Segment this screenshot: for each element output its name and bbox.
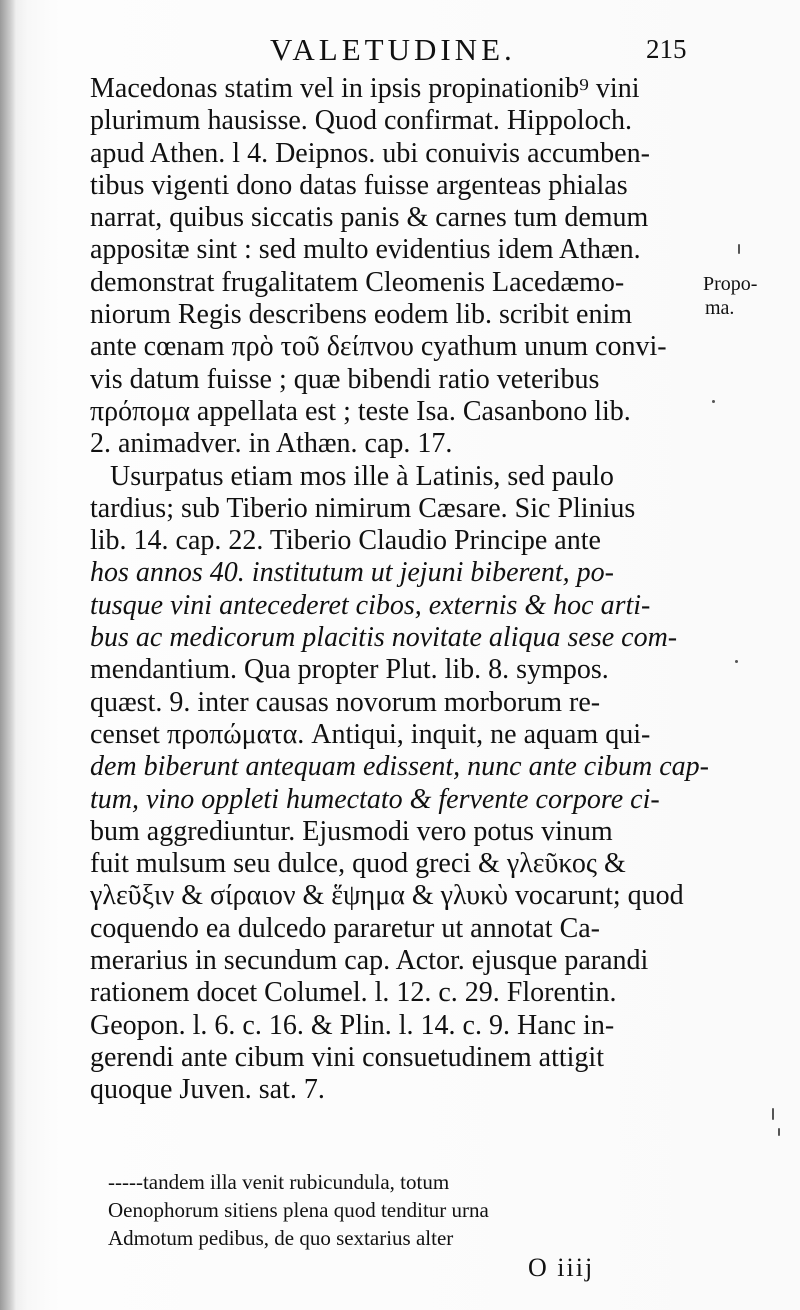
page-header	[0, 32, 800, 72]
text-line: merarius in secundum cap. Actor. ejusque parandi	[90, 945, 649, 977]
text-line-italic: dem biberunt antequam edissent, nunc ante cibum cap-	[90, 751, 709, 783]
ink-speck	[772, 1108, 774, 1120]
text-line: niorum Regis describens eodem lib. scribit enim	[90, 299, 633, 331]
text-line: ante cœnam πρὸ τοῦ δείπνου cyathum unum convi-	[90, 331, 667, 363]
text-line: Geopon. l. 6. c. 16. & Plin. l. 14. c. 9. Hanc in-	[90, 1009, 615, 1041]
text-line-italic: bus ac medicorum placitis novitate aliqua sese com-	[90, 622, 678, 654]
text-line: appositæ sint : sed multo evidentius idem Athæn.	[90, 234, 641, 266]
ink-speck	[778, 1128, 780, 1136]
text-line: demonstrat frugalitatem Cleomenis Lacedæmo-	[90, 266, 625, 298]
signature-mark: O iiij	[528, 1253, 595, 1282]
main-text-block	[90, 73, 709, 1107]
text-line: coquendo ea dulcedo pararetur ut annotat Ca-	[90, 912, 601, 944]
verse-line: Oenophorum sitiens plena quod tenditur urna	[108, 1198, 489, 1222]
margin-note-line: Propo-	[703, 273, 758, 295]
verse-line: -----tandem illa venit rubicundula, totum	[108, 1170, 450, 1194]
verse-quotation	[108, 1168, 489, 1252]
text-line-italic: tum, vino oppleti humectato & fervente corpore ci-	[90, 783, 660, 815]
text-line: 2. animadver. in Athæn. cap. 17.	[90, 428, 453, 460]
text-line: censet προπώματα. Antiqui, inquit, ne aquam qui-	[90, 718, 651, 750]
verse-line: Admotum pedibus, de quo sextarius alter	[108, 1226, 454, 1250]
text-line: bum aggrediuntur. Ejusmodi vero potus vinum	[90, 815, 613, 847]
text-line: tibus vigenti dono datas fuisse argenteas phialas	[90, 169, 628, 201]
running-title: VALETUDINE.	[270, 32, 516, 67]
text-line-italic: tusque vini antecederet cibos, externis & hoc arti-	[90, 589, 651, 621]
ink-speck	[738, 244, 740, 254]
margin-note-line: ma.	[705, 297, 735, 319]
text-line: narrat, quibus siccatis panis & carnes tum demum	[90, 202, 649, 234]
text-line: gerendi ante cibum vini consuetudinem attigit	[90, 1041, 604, 1073]
text-line: mendantium. Qua propter Plut. lib. 8. sympos.	[90, 654, 609, 686]
ink-speck	[735, 660, 738, 663]
text-line: fuit mulsum seu dulce, quod greci & γλεῦκος &	[90, 848, 626, 880]
text-line: rationem docet Columel. l. 12. c. 29. Florentin.	[90, 977, 617, 1009]
text-line: quoque Juven. sat. 7.	[90, 1074, 325, 1106]
text-line: πρόπομα appellata est ; teste Isa. Casanbono lib.	[90, 395, 631, 427]
text-line: apud Athen. l 4. Deipnos. ubi conuivis accumben-	[90, 137, 650, 169]
text-line: plurimum hausisse. Quod confirmat. Hippoloch.	[90, 105, 633, 137]
page-number: 215	[646, 34, 687, 64]
text-line: lib. 14. cap. 22. Tiberio Claudio Principe ante	[90, 525, 601, 557]
text-line: tardius; sub Tiberio nimirum Cæsare. Sic Plinius	[90, 492, 636, 524]
text-line: vis datum fuisse ; quæ bibendi ratio veteribus	[90, 363, 600, 395]
text-line: quæst. 9. inter causas novorum morborum re-	[90, 686, 601, 718]
text-line: Macedonas statim vel in ipsis propinationib⁹ vini	[90, 73, 640, 104]
text-line: Usurpatus etiam mos ille à Latinis, sed paulo	[110, 460, 614, 492]
text-line-italic: hos annos 40. institutum ut jejuni biberent, po-	[90, 557, 614, 589]
margin-note	[703, 272, 757, 320]
page-gutter-shadow	[0, 0, 16, 1310]
ink-speck	[712, 400, 715, 403]
text-line: γλεῦξιν & σίραιον & ἕψημα & γλυκὺ vocarunt; quod	[90, 880, 684, 912]
